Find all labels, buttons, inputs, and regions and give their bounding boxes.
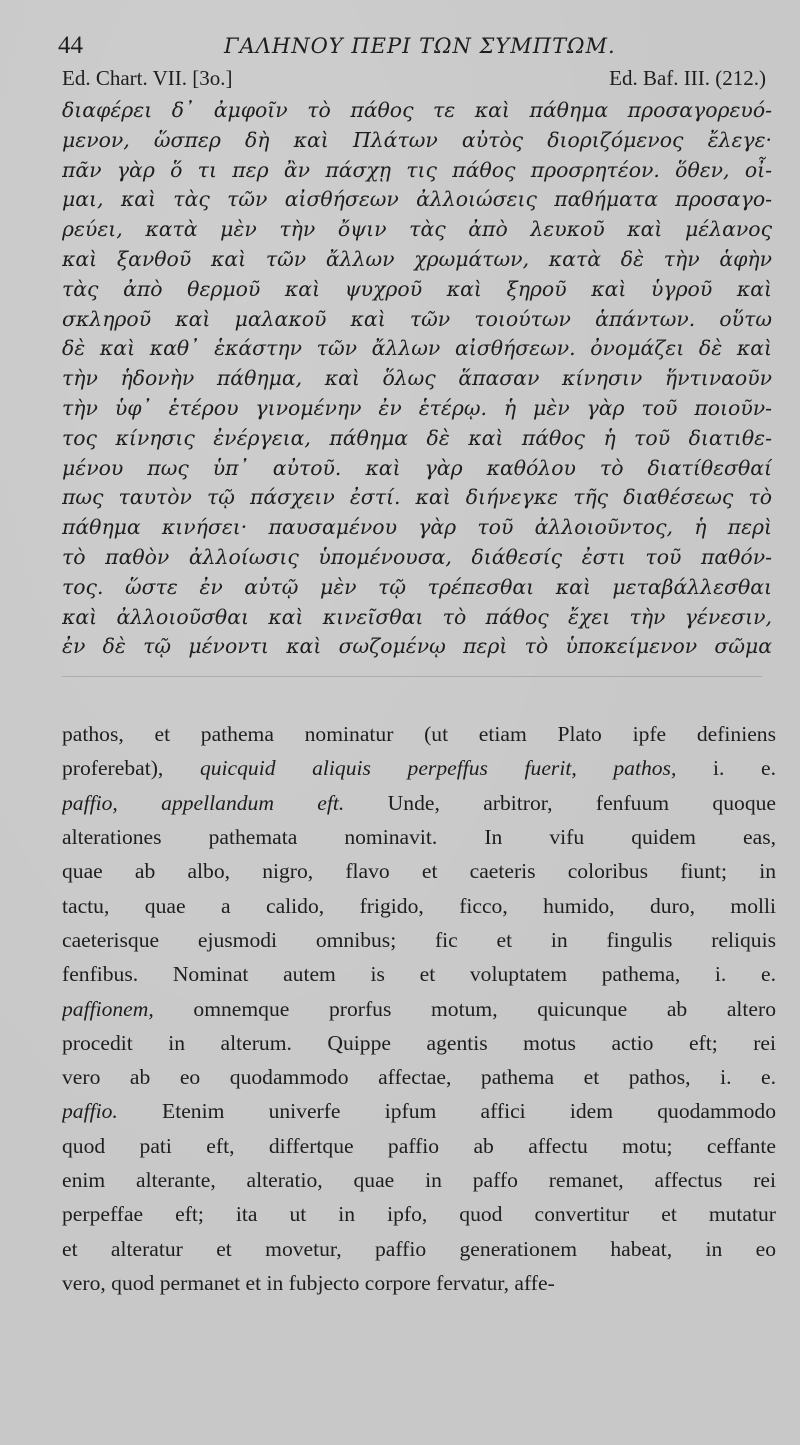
greek-line: καὶ ξανθοῦ καὶ τῶν ἄλλων χρωμάτων, κατὰ δὲ τὴν ἁφὴν	[62, 246, 772, 271]
latin-segment: procedit in alterum. Quippe agentis motus actio eft; rei	[62, 1030, 776, 1055]
latin-line	[62, 854, 776, 888]
latin-line	[62, 889, 776, 923]
latin-segment: vero, quod permanet et in fubjecto corpore fervatur, affe-	[62, 1270, 555, 1295]
greek-line: μενον, ὥσπερ δὴ καὶ Πλάτων αὐτὸς διοριζόμενος ἔλεγε·	[62, 127, 772, 152]
latin-segment: pathos, et pathema nominatur (ut etiam Plato ipfe definiens	[62, 722, 776, 747]
latin-line	[62, 1266, 776, 1300]
greek-line: σκληροῦ καὶ μαλακοῦ καὶ τῶν τοιούτων ἁπάντων. οὕτω	[62, 306, 772, 331]
greek-line: τὴν ἡδονὴν πάθημα, καὶ ὅλως ἅπασαν κίνησιν ἥντιναοῦν	[62, 366, 772, 391]
greek-line: δὲ καὶ καθ᾽ ἑκάστην τῶν ἄλλων αἰσθήσεων. ὀνομάζει δὲ καὶ	[62, 336, 772, 361]
latin-line	[62, 1026, 776, 1060]
latin-italic-segment: paffionem,	[62, 996, 154, 1021]
greek-line: μαι, καὶ τὰς τῶν αἰσθήσεων ἀλλοιώσεις παθήματα προσαγο-	[62, 187, 772, 212]
latin-segment: quae ab albo, nigro, flavo et caeteris coloribus fiunt; in	[62, 859, 776, 884]
greek-text-block	[62, 96, 772, 662]
latin-segment: alterationes pathemata nominavit. In vifu quidem eas,	[62, 825, 776, 850]
greek-line: τος κίνησις ἐνέργεια, πάθημα δὲ καὶ πάθος ἡ τοῦ διατιθε-	[62, 425, 772, 450]
running-title: ΓΑΛΗΝΟΥ ΠΕΡΙ ΤΩΝ ΣΥΜΠΤΩΜ.	[224, 34, 616, 58]
page-number: 44	[58, 32, 83, 59]
greek-line: τὸ παθὸν ἀλλοίωσις ὑπομένουσα, διάθεσίς ἐστι τοῦ παθόν-	[62, 544, 772, 569]
page-header	[34, 26, 774, 66]
latin-segment: caeterisque ejusmodi omnibus; fic et in fingulis reliquis	[62, 927, 776, 952]
greek-line: πᾶν γὰρ ὅ τι περ ἂν πάσχῃ τις πάθος προσρητέον. ὅθεν, οἶ-	[62, 157, 772, 182]
latin-italic-segment: quicquid aliquis perpeffus fuerit, pathos,	[199, 756, 677, 781]
latin-line	[62, 751, 776, 785]
latin-segment: Unde, arbitror, fenfuum quoque	[344, 790, 776, 815]
greek-line: καὶ ἀλλοιοῦσθαι καὶ κινεῖσθαι τὸ πάθος ἔχει τὴν γένεσιν,	[62, 604, 772, 629]
latin-segment: enim alterante, alteratio, quae in paffo remanet, affectus rei	[62, 1168, 776, 1192]
latin-italic-segment: paffio, appellandum eft.	[62, 790, 345, 815]
latin-line	[62, 786, 776, 820]
latin-line	[62, 1129, 776, 1163]
latin-segment: vero ab eo quodammodo affectae, pathema et pathos, i. e.	[62, 1065, 776, 1090]
latin-line	[62, 1094, 776, 1128]
section-divider	[62, 676, 762, 687]
latin-line	[62, 1232, 776, 1266]
latin-line	[62, 1060, 776, 1094]
greek-line: ρεύει, κατὰ μὲν τὴν ὄψιν τὰς ἀπὸ λευκοῦ καὶ μέλανος	[62, 217, 772, 242]
latin-italic-segment: paffio.	[62, 1099, 118, 1124]
edition-line	[34, 66, 774, 96]
greek-line: πάθημα κινήσει· παυσαμένου γὰρ τοῦ ἀλλοιοῦντος, ἡ περὶ	[62, 515, 772, 540]
latin-line	[62, 957, 776, 991]
latin-segment: i. e.	[676, 756, 776, 781]
latin-segment: omnemque prorfus motum, quicunque ab altero	[153, 996, 776, 1021]
latin-segment: tactu, quae a calido, frigido, ficco, humido, duro, molli	[62, 893, 776, 918]
latin-line	[62, 923, 776, 957]
greek-line: τος. ὥστε ἐν αὐτῷ μὲν τῷ τρέπεσθαι καὶ μεταβάλλεσθαι	[62, 574, 772, 599]
latin-line	[62, 992, 776, 1026]
latin-line	[62, 717, 776, 751]
latin-line	[62, 1163, 776, 1197]
greek-line: τὰς ἀπὸ θερμοῦ καὶ ψυχροῦ καὶ ξηροῦ καὶ ὑγροῦ καὶ	[62, 276, 772, 301]
latin-line	[62, 1197, 776, 1231]
latin-segment: perpeffae eft; ita ut in ipfo, quod convertitur et mutatur	[62, 1202, 776, 1227]
greek-line: διαφέρει δ᾽ ἀμφοῖν τὸ πάθος τε καὶ πάθημα προσαγορευό-	[62, 98, 772, 122]
greek-line: μένου πως ὑπ᾽ αὐτοῦ. καὶ γὰρ καθόλου τὸ διατίθεσθαί	[62, 455, 772, 480]
edition-chartier: Ed. Chart. VII. [3o.]	[62, 66, 233, 90]
latin-segment: fenfibus. Nominat autem is et voluptatem pathema, i. e.	[62, 962, 776, 987]
greek-line: πως ταυτὸν τῷ πάσχειν ἐστί. καὶ διήνεγκε τῆς διαθέσεως τὸ	[62, 485, 772, 510]
latin-segment: proferebat),	[62, 756, 200, 781]
latin-segment: quod pati eft, differtque paffio ab affectu motu; ceffante	[62, 1133, 776, 1158]
greek-line: τὴν ὑφ᾽ ἑτέρου γινομένην ἐν ἑτέρῳ. ἡ μὲν γὰρ τοῦ ποιοῦν-	[62, 395, 772, 420]
edition-basel: Ed. Baf. III. (212.)	[609, 66, 766, 90]
latin-line	[62, 820, 776, 854]
latin-segment: et alteratur et movetur, paffio generationem habeat, in eo	[62, 1236, 776, 1261]
latin-translation-block	[62, 717, 776, 1300]
greek-line: ἐν δὲ τῷ μένοντι καὶ σωζομένῳ περὶ τὸ ὑποκείμενον σῶμα	[62, 634, 772, 659]
latin-segment: Etenim univerfe ipfum affici idem quodammodo	[117, 1099, 776, 1124]
